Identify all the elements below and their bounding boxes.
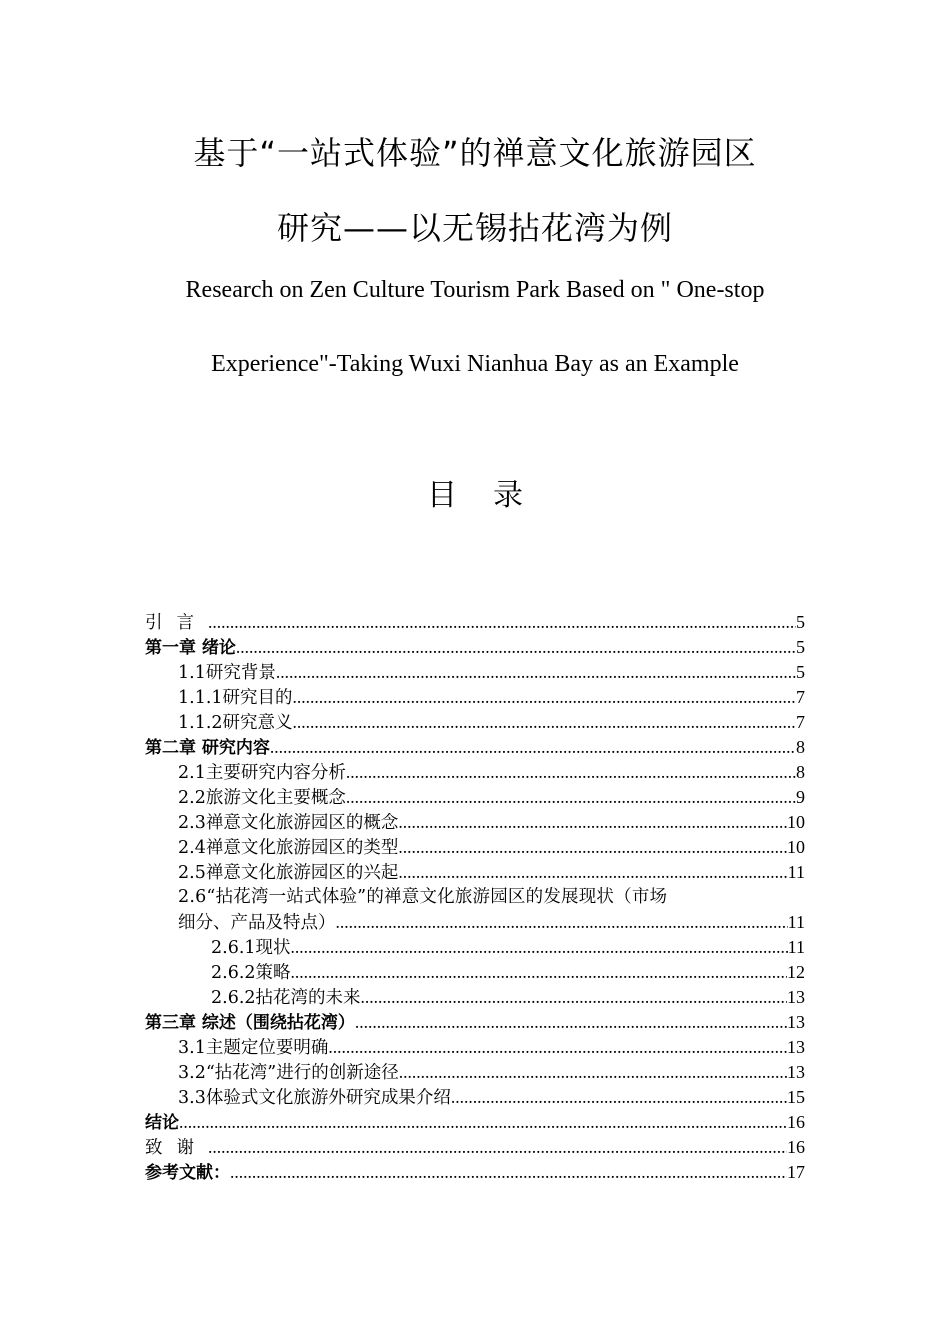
toc-entry[interactable] bbox=[145, 1060, 805, 1085]
toc-entry-label: 2.6.1现状 bbox=[211, 938, 291, 958]
toc-entry[interactable] bbox=[145, 610, 805, 635]
toc-entry[interactable] bbox=[145, 810, 805, 835]
toc-entry-page: 16 bbox=[787, 1112, 805, 1132]
toc-entry-label: 3.2“拈花湾”进行的创新途径 bbox=[178, 1063, 399, 1083]
toc-entry[interactable] bbox=[145, 660, 805, 685]
toc-entry[interactable] bbox=[145, 785, 805, 810]
toc-entry-label: 2.5禅意文化旅游园区的兴起 bbox=[178, 863, 399, 883]
toc-heading: 目录 bbox=[427, 478, 559, 513]
toc-entry-label: 2.1主要研究内容分析 bbox=[178, 763, 346, 783]
toc-entry-page: 7 bbox=[796, 712, 805, 732]
toc-entry-label: 致谢 bbox=[145, 1138, 208, 1158]
toc-entry[interactable] bbox=[145, 685, 805, 710]
toc-entry-label: 2.2旅游文化主要概念 bbox=[178, 788, 346, 808]
title-english-line-2: Experience"-Taking Wuxi Nianhua Bay as an Example bbox=[211, 351, 739, 377]
toc-entry-page: 5 bbox=[796, 637, 805, 657]
toc-entry[interactable] bbox=[145, 1110, 805, 1135]
toc-entry-label: 第一章 绪论 bbox=[145, 638, 236, 658]
toc-entry-label: 2.6.2策略 bbox=[211, 963, 291, 983]
toc-entry-page: 13 bbox=[787, 1037, 805, 1057]
title-chinese-line-2: 研究——以无锡拈花湾为例 bbox=[276, 209, 673, 247]
toc-entry-label: 细分、产品及特点） bbox=[178, 913, 336, 933]
toc-entry[interactable] bbox=[145, 1085, 805, 1110]
toc-entry-page: 9 bbox=[796, 787, 805, 807]
toc-entry-label: 2.3禅意文化旅游园区的概念 bbox=[178, 813, 399, 833]
toc-entry[interactable] bbox=[145, 960, 805, 985]
toc-entry-page: 11 bbox=[787, 912, 805, 932]
toc-entry-page: 7 bbox=[796, 687, 805, 707]
toc-entry-page: 5 bbox=[796, 662, 805, 682]
toc-entry[interactable] bbox=[145, 1035, 805, 1060]
toc-entry-page: 10 bbox=[787, 812, 805, 832]
toc-entry-label: 第三章 综述（围绕拈花湾） bbox=[145, 1013, 355, 1033]
toc-entry[interactable] bbox=[145, 1135, 805, 1160]
toc-entry[interactable] bbox=[145, 1010, 805, 1035]
toc-entry-page: 12 bbox=[787, 962, 805, 982]
toc-entry-label: 1.1.2研究意义 bbox=[178, 713, 293, 733]
toc-entry[interactable] bbox=[145, 735, 805, 760]
title-english-line-1: Research on Zen Culture Tourism Park Based on " One-stop bbox=[185, 277, 765, 303]
toc-entry-label: 3.1主题定位要明确 bbox=[178, 1038, 329, 1058]
toc-entry-label: 3.3体验式文化旅游外研究成果介绍 bbox=[178, 1088, 451, 1108]
toc-entry-label: 第二章 研究内容 bbox=[145, 738, 270, 758]
toc-entry-continuation[interactable] bbox=[145, 910, 805, 935]
toc-entry[interactable] bbox=[145, 635, 805, 660]
toc-entry-label: 参考文献： bbox=[145, 1163, 230, 1183]
toc-entry-label: 2.6“拈花湾一站式体验”的禅意文化旅游园区的发展现状（市场 bbox=[178, 887, 668, 907]
toc-entry[interactable] bbox=[145, 985, 805, 1010]
toc-entry[interactable] bbox=[145, 935, 805, 960]
toc-entry[interactable] bbox=[145, 860, 805, 885]
table-of-contents bbox=[145, 610, 805, 1185]
toc-entry[interactable] bbox=[145, 1160, 805, 1185]
toc-entry[interactable] bbox=[145, 760, 805, 785]
toc-entry[interactable] bbox=[145, 885, 805, 910]
toc-entry-page: 5 bbox=[796, 612, 805, 632]
toc-entry-page: 10 bbox=[787, 837, 805, 857]
toc-entry-label: 结论 bbox=[145, 1113, 179, 1133]
toc-entry-page: 8 bbox=[796, 737, 805, 757]
toc-entry-page: 13 bbox=[787, 987, 805, 1007]
title-chinese-line-1: 基于“一站式体验”的禅意文化旅游园区 bbox=[193, 134, 757, 172]
toc-entry-label: 1.1.1研究目的 bbox=[178, 688, 293, 708]
toc-entry-label: 引言 bbox=[145, 613, 208, 633]
toc-entry-page: 11 bbox=[787, 937, 805, 957]
toc-entry-label: 2.6.2拈花湾的未来 bbox=[211, 988, 361, 1008]
toc-entry-page: 8 bbox=[796, 762, 805, 782]
toc-entry-label: 1.1研究背景 bbox=[178, 663, 276, 683]
toc-entry[interactable] bbox=[145, 835, 805, 860]
toc-entry-page: 15 bbox=[787, 1087, 805, 1107]
toc-entry-page: 16 bbox=[787, 1137, 805, 1157]
toc-entry-page: 11 bbox=[787, 862, 805, 882]
toc-entry-page: 13 bbox=[787, 1062, 805, 1082]
toc-entry[interactable] bbox=[145, 710, 805, 735]
toc-entry-page: 17 bbox=[787, 1162, 805, 1182]
toc-entry-page: 13 bbox=[787, 1012, 805, 1032]
toc-entry-label: 2.4禅意文化旅游园区的类型 bbox=[178, 838, 399, 858]
